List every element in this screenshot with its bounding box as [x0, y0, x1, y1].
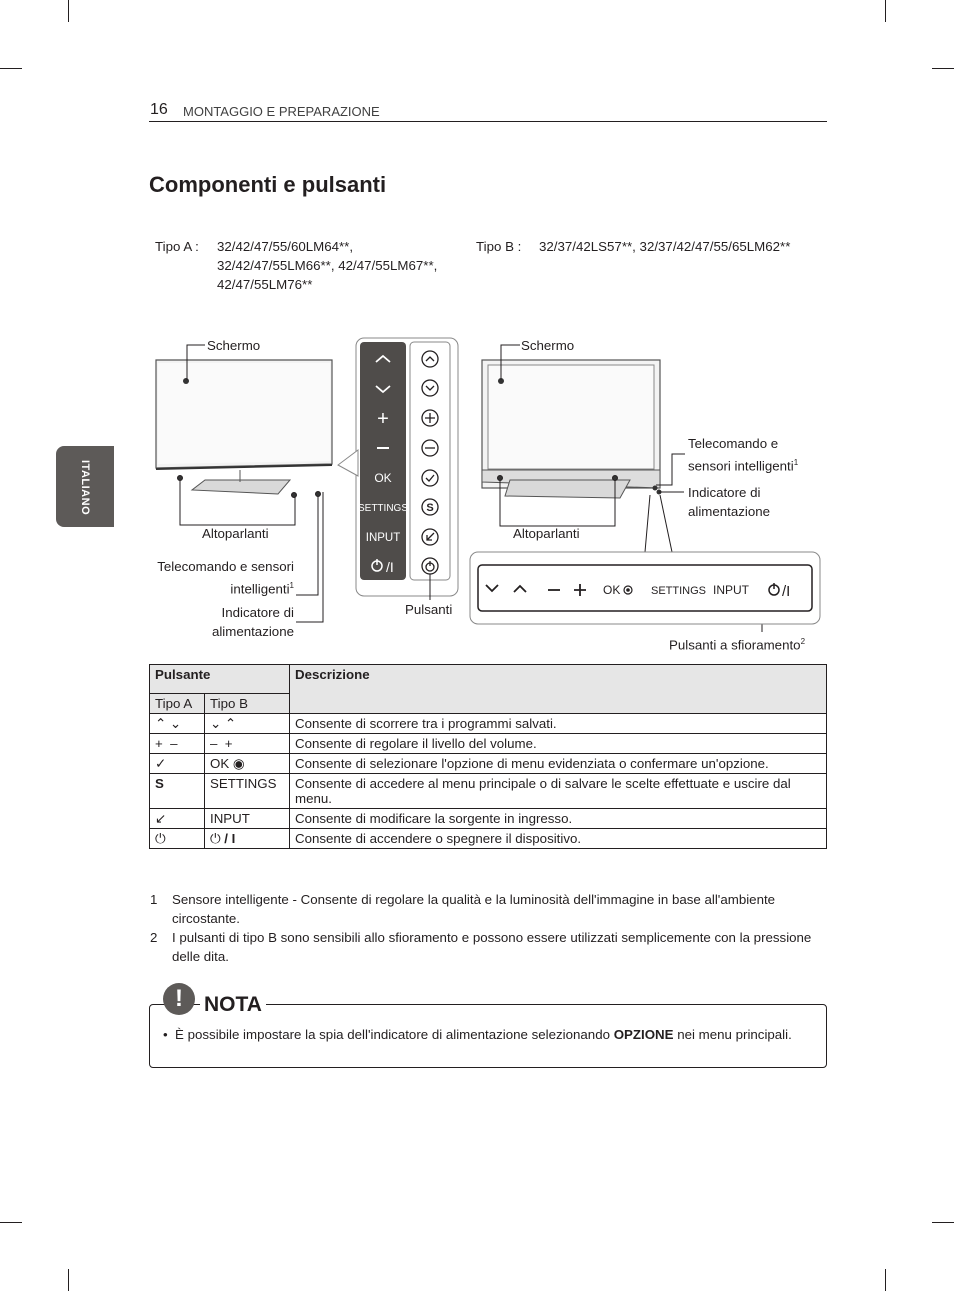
label-line: sensori intelligenti [688, 458, 794, 474]
crop-mark [68, 1269, 69, 1291]
label-remote-a [112, 557, 294, 598]
header-type-a: Tipo A [150, 694, 205, 714]
button-panel-a [338, 338, 458, 600]
strip-settings-label: SETTINGS [651, 585, 707, 597]
footnote-ref: 1 [793, 458, 799, 467]
cell-type-b [205, 734, 290, 754]
footnote-number: 2 [150, 930, 158, 945]
ok-label: OK [210, 756, 230, 771]
table-header-row [150, 665, 827, 694]
cell-type-a: S [150, 774, 205, 809]
label-line: Indicatore di [688, 485, 761, 500]
cell-type-a [150, 734, 205, 754]
label-power-a [150, 603, 294, 641]
crop-mark [0, 68, 22, 69]
power-icon: ⏻ [155, 831, 166, 846]
label-screen-b: Schermo [521, 338, 575, 353]
footnote-text: I pulsanti di tipo B sono sensibili allo sfioramento e possono essere utilizzati semplicemente con la pressione delle dita. [172, 930, 812, 964]
cell-description: Consente di accendere o spegnere il dispositivo. [290, 829, 827, 849]
check-icon: ✓ [155, 756, 167, 771]
label-line: Indicatore di [221, 605, 294, 620]
language-tab-label: ITALIANO [79, 460, 91, 516]
cell-type-b: SETTINGS [205, 774, 290, 809]
tv-type-b [482, 360, 662, 498]
cell-type-a [150, 829, 205, 849]
crop-mark [932, 68, 954, 69]
label-power-b [688, 483, 770, 521]
header-description: Descrizione [290, 665, 827, 714]
label-touch-buttons [669, 632, 805, 654]
type-a-model-line: 42/47/55LM76** [217, 277, 313, 292]
label-buttons: Pulsanti [405, 602, 453, 617]
cell-type-b: INPUT [205, 809, 290, 829]
cell-description: Consente di scorrere tra i programmi salvati. [290, 714, 827, 734]
cell-type-a [150, 754, 205, 774]
button-table [149, 664, 827, 849]
power-icon: ⏻ [210, 831, 221, 846]
label-screen-a: Schermo [207, 338, 261, 353]
header-rule [149, 121, 827, 122]
svg-text:/I: /I [386, 559, 394, 575]
type-a-models [217, 237, 437, 294]
plus-minus-icon: + – [155, 736, 178, 751]
note-text-bold: OPZIONE [613, 1027, 674, 1042]
label-line: alimentazione [211, 624, 294, 639]
label-line: intelligenti [230, 581, 290, 597]
label-line: Telecomando e [688, 436, 779, 451]
label-line: Telecomando e sensori [157, 559, 294, 574]
cell-type-b [205, 754, 290, 774]
strip-input-label: INPUT [713, 583, 749, 597]
note-text [163, 1025, 813, 1044]
table-row [150, 714, 827, 734]
cell-type-b [205, 829, 290, 849]
section-title: MONTAGGIO E PREPARAZIONE [183, 104, 380, 119]
cell-type-a [150, 809, 205, 829]
input-arrow-icon: ↙ [155, 811, 167, 826]
ok-icon: ◉ [232, 756, 245, 771]
plus-icon: + [377, 408, 389, 430]
crop-mark [0, 1222, 22, 1223]
page-title: Componenti e pulsanti [149, 172, 387, 197]
svg-text:S: S [426, 502, 434, 514]
note-text-part: nei menu principali. [673, 1027, 792, 1042]
crop-mark [932, 1222, 954, 1223]
up-down-icon: ⌃ ⌄ [155, 716, 181, 731]
cell-description: Consente di selezionare l'opzione di menu evidenziata o confermare un'opzione. [290, 754, 827, 774]
page-number: 16 [150, 101, 168, 118]
crop-mark [885, 0, 886, 22]
cell-type-b [205, 714, 290, 734]
label-speakers-b: Altoparlanti [513, 526, 580, 541]
warning-icon: ! [163, 983, 195, 1015]
header-type-b: Tipo B [205, 694, 290, 714]
minus-plus-icon: – + [210, 736, 233, 751]
footnote-number: 1 [150, 892, 158, 907]
note-title: NOTA [200, 993, 266, 1017]
cell-description: Consente di modificare la sorgente in ingresso. [290, 809, 827, 829]
footnote-text: Sensore intelligente - Consente di regolare la qualità e la luminosità dell'immagine in base all'ambiente circostante. [172, 892, 776, 926]
cell-type-a [150, 714, 205, 734]
tv-type-a [156, 360, 332, 494]
label-remote-b [688, 434, 798, 475]
cell-description: Consente di accedere al menu principale o di salvare le scelte effettuate e uscire dal menu. [290, 774, 827, 809]
svg-text:/I: /I [782, 583, 791, 600]
footnote-ref: 1 [289, 581, 294, 590]
type-b-models: 32/37/42LS57**, 32/37/42/47/55/65LM62** [539, 239, 791, 254]
table-row [150, 774, 827, 809]
touch-strip [470, 552, 820, 624]
cell-description: Consente di regolare il livello del volume. [290, 734, 827, 754]
crop-mark [68, 0, 69, 22]
type-a-label: Tipo A : [155, 239, 199, 254]
down-up-icon: ⌄ ⌃ [210, 716, 236, 731]
table-row [150, 809, 827, 829]
table-row [150, 829, 827, 849]
table-row [150, 754, 827, 774]
crop-mark [885, 1269, 886, 1291]
panel-input-label: INPUT [365, 532, 401, 544]
footnote-ref: 2 [800, 637, 806, 646]
strip-ok-label: OK [603, 583, 621, 597]
type-a-model-line: 32/42/47/55LM66**, 42/47/55LM67**, [217, 258, 438, 273]
table-row [150, 734, 827, 754]
panel-settings-label: SETTINGS [357, 503, 409, 514]
power-label: / I [224, 831, 236, 846]
note-text-part: È possibile impostare la spia dell'indicatore di alimentazione selezionando [175, 1027, 614, 1042]
label-line: alimentazione [688, 504, 771, 519]
type-a-model-line: 32/42/47/55/60LM64**, [217, 239, 354, 254]
label-speakers-a: Altoparlanti [202, 526, 269, 541]
label-line: Pulsanti a sfioramento [669, 637, 801, 653]
header-button: Pulsante [150, 665, 290, 694]
type-b-label: Tipo B : [476, 239, 522, 254]
bullet-icon: • [163, 1027, 168, 1042]
panel-ok-label: OK [374, 471, 392, 485]
tv-diagram [0, 330, 954, 660]
